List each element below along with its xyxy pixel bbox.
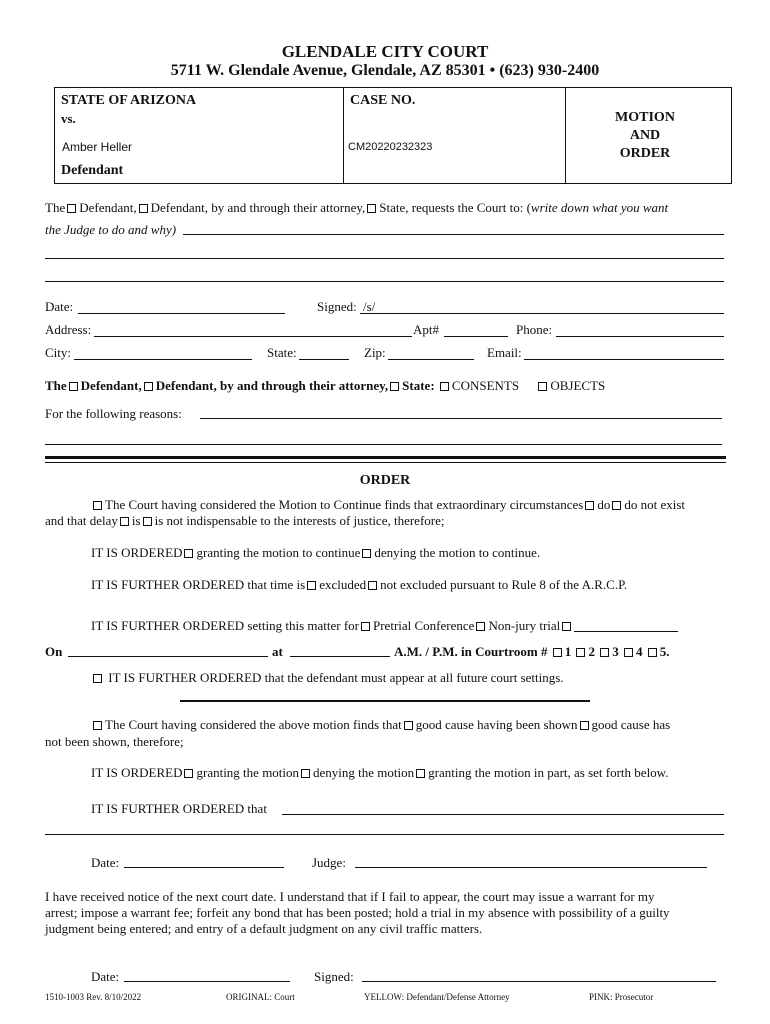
- judge-signature-field[interactable]: [355, 867, 707, 868]
- mid-divider: [180, 700, 590, 702]
- reasons-field-1[interactable]: [200, 418, 722, 419]
- case-no-field[interactable]: CM20220232323: [348, 141, 433, 153]
- notice-signed-label: Signed:: [314, 969, 354, 984]
- deny-continue-checkbox[interactable]: [362, 549, 371, 558]
- do-checkbox[interactable]: [585, 501, 594, 510]
- zip-label: Zip:: [364, 345, 386, 360]
- phone-label: Phone:: [516, 322, 553, 337]
- notice-line-3: judgment being entered; and entry of a default judgment on any civil traffic matters.: [45, 921, 483, 936]
- deny-motion-checkbox[interactable]: [301, 769, 310, 778]
- response-state-checkbox[interactable]: [390, 382, 399, 391]
- motion-request-line: The Defendant, Defendant, by and through their attorney, State, requests the Court to: (write down what you want: [45, 200, 669, 215]
- must-appear-checkbox[interactable]: [93, 674, 102, 683]
- footer-pink: PINK: Prosecutor: [589, 992, 654, 1002]
- good-cause-not-shown-checkbox[interactable]: [580, 721, 589, 730]
- courtroom-5-checkbox[interactable]: [648, 648, 657, 657]
- grant-motion-checkbox[interactable]: [184, 769, 193, 778]
- non-jury-trial-checkbox[interactable]: [476, 622, 485, 631]
- courtroom-1-checkbox[interactable]: [553, 648, 562, 657]
- court-name: GLENDALE CITY COURT: [281, 42, 489, 61]
- motion-date-field[interactable]: [78, 313, 285, 314]
- on-label: On: [45, 644, 63, 659]
- other-setting-checkbox[interactable]: [562, 622, 571, 631]
- state-label: State:: [267, 345, 297, 360]
- doc-title-order: ORDER: [619, 146, 671, 161]
- motion-signed-field[interactable]: [360, 313, 724, 314]
- courtroom-2-checkbox[interactable]: [576, 648, 585, 657]
- footer-form-number: 1510-1003 Rev. 8/10/2022: [45, 992, 142, 1002]
- order-p2-line2: not been shown, therefore;: [45, 734, 184, 749]
- order-further-3: IT IS FURTHER ORDERED that: [91, 801, 267, 816]
- order-heading: ORDER: [359, 473, 411, 488]
- motion-request-line-2: the Judge to do and why): [45, 222, 177, 237]
- order-appear: IT IS FURTHER ORDERED that the defendant must appear at all future court settings.: [91, 670, 564, 686]
- delay-is-checkbox[interactable]: [120, 517, 129, 526]
- request-fill-line-3[interactable]: [45, 281, 724, 282]
- defendant-name-field[interactable]: Amber Heller: [62, 140, 133, 154]
- courtroom-3-checkbox[interactable]: [600, 648, 609, 657]
- defendant-attorney-checkbox[interactable]: [139, 204, 148, 213]
- motion-signed-label: Signed:: [317, 299, 357, 314]
- at-label: at: [272, 644, 283, 659]
- request-fill-line-1[interactable]: [183, 234, 724, 235]
- notice-line-1: I have received notice of the next court date. I understand that if I fail to appear, the court may issue a warrant for my: [45, 889, 655, 904]
- address-field[interactable]: [94, 336, 412, 337]
- pretrial-conference-checkbox[interactable]: [361, 622, 370, 631]
- order-p1-line1: The Court having considered the Motion to Continue finds that extraordinary circumstances do do not exist: [91, 497, 685, 513]
- notice-signed-field[interactable]: [362, 981, 716, 982]
- court-considered-checkbox[interactable]: [93, 501, 102, 510]
- good-cause-shown-checkbox[interactable]: [404, 721, 413, 730]
- above-motion-checkbox[interactable]: [93, 721, 102, 730]
- judge-label: Judge:: [312, 855, 346, 870]
- judge-date-field[interactable]: [124, 867, 284, 868]
- order-further-1: IT IS FURTHER ORDERED that time is excluded not excluded pursuant to Rule 8 of the A.R.C.P.: [91, 577, 628, 592]
- notice-date-label: Date:: [91, 969, 120, 984]
- do-not-checkbox[interactable]: [612, 501, 621, 510]
- city-label: City:: [45, 345, 72, 360]
- grant-part-checkbox[interactable]: [416, 769, 425, 778]
- motion-signed-value: /s/: [363, 299, 376, 314]
- time-excluded-checkbox[interactable]: [307, 581, 316, 590]
- plaintiff-label: STATE OF ARIZONA: [61, 93, 197, 108]
- order-further-2: IT IS FURTHER ORDERED setting this matter for Pretrial Conference Non-jury trial: [91, 618, 678, 634]
- phone-field[interactable]: [556, 336, 724, 337]
- grant-continue-checkbox[interactable]: [184, 549, 193, 558]
- time-not-excluded-checkbox[interactable]: [368, 581, 377, 590]
- notice-line-2: arrest; impose a warrant fee; forfeit any bond that has been posted; hold a trial in my absence with possibility of a guilty: [45, 905, 670, 920]
- doc-title-motion: MOTION: [615, 110, 675, 125]
- address-label: Address:: [45, 322, 92, 337]
- further-order-field-2[interactable]: [45, 834, 724, 835]
- caption-divider-1: [343, 88, 344, 183]
- court-address: 5711 W. Glendale Avenue, Glendale, AZ 85301 • (623) 930-2400: [170, 62, 600, 79]
- state-checkbox[interactable]: [367, 204, 376, 213]
- apt-field[interactable]: [444, 336, 508, 337]
- courtroom-4-checkbox[interactable]: [624, 648, 633, 657]
- section-divider-thick: [45, 456, 726, 459]
- defendant-checkbox[interactable]: [67, 204, 76, 213]
- request-fill-line-2[interactable]: [45, 258, 724, 259]
- order-ordered-2: IT IS ORDERED granting the motion denying the motion granting the motion in part, as set forth below.: [91, 765, 669, 780]
- other-setting-field[interactable]: [574, 620, 678, 632]
- at-time-field[interactable]: [290, 656, 390, 657]
- defendant-label: Defendant: [61, 163, 124, 178]
- response-defendant-checkbox[interactable]: [69, 382, 78, 391]
- courtroom-line: A.M. / P.M. in Courtroom # 1 2 3 4 5.: [394, 644, 670, 659]
- order-p1-line2: and that delay is is not indispensable to the interests of justice, therefore;: [45, 513, 445, 528]
- state-field[interactable]: [299, 359, 349, 360]
- response-line: The Defendant, Defendant, by and through their attorney, State: CONSENTS OBJECTS: [45, 378, 606, 393]
- reasons-field-2[interactable]: [45, 444, 722, 445]
- objects-checkbox[interactable]: [538, 382, 547, 391]
- section-divider-thin: [45, 462, 726, 463]
- response-defendant-attorney-checkbox[interactable]: [144, 382, 153, 391]
- city-field[interactable]: [74, 359, 252, 360]
- doc-title-and: AND: [629, 128, 661, 143]
- further-order-field-1[interactable]: [282, 814, 724, 815]
- footer-yellow: YELLOW: Defendant/Defense Attorney: [364, 992, 510, 1002]
- judge-date-label: Date:: [91, 855, 120, 870]
- order-ordered-1: IT IS ORDERED granting the motion to continue denying the motion to continue.: [91, 545, 541, 560]
- email-label: Email:: [487, 345, 522, 360]
- vs-label: vs.: [61, 111, 76, 126]
- delay-is-not-checkbox[interactable]: [143, 517, 152, 526]
- case-no-label: CASE NO.: [350, 93, 416, 108]
- order-p2-line1: The Court having considered the above motion finds that good cause having been shown good cause has: [91, 717, 670, 733]
- email-field[interactable]: [524, 359, 724, 360]
- reasons-label: For the following reasons:: [45, 406, 182, 421]
- motion-date-label: Date:: [45, 299, 74, 314]
- notice-date-field[interactable]: [124, 981, 290, 982]
- zip-field[interactable]: [388, 359, 474, 360]
- footer-original: ORIGINAL: Court: [226, 992, 295, 1002]
- on-date-field[interactable]: [68, 656, 268, 657]
- apt-label: Apt#: [413, 322, 439, 337]
- consents-checkbox[interactable]: [440, 382, 449, 391]
